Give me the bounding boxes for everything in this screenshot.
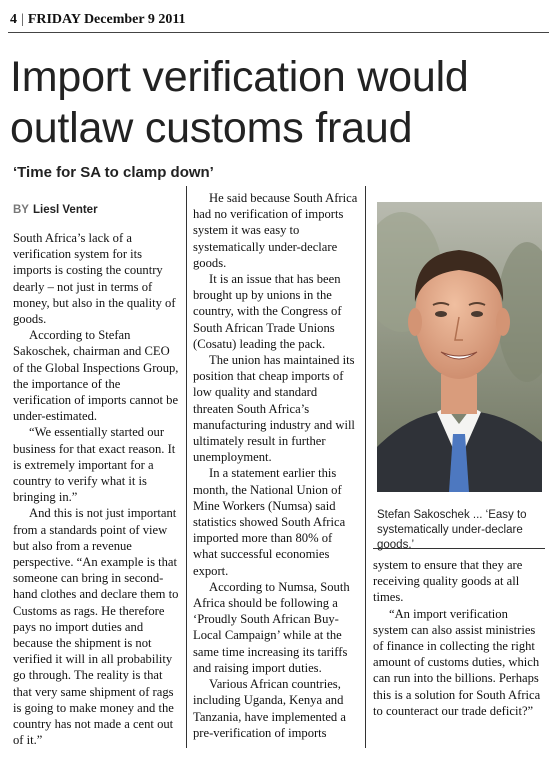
folio-separator: |	[21, 12, 24, 27]
header-rule	[8, 32, 549, 33]
paragraph: In a statement earlier this month, the National Union of Mine Workers (Numsa) said statistics showed South Africa imported more than 80% of what successful economies export.	[193, 466, 346, 578]
page-number: 4	[10, 12, 17, 27]
photo-caption: Stefan Sakoschek ... ‘Easy to systematically under-declare goods.’	[377, 509, 527, 551]
paragraph: According to Stefan Sakoschek, chairman and CEO of the Global Inspections Group, the importance of the verification of imports cannot be under-estimated.	[13, 328, 179, 424]
article-column-1	[13, 230, 181, 749]
headline: Import verification would outlaw customs fraud	[10, 53, 469, 152]
issue-date: FRIDAY December 9 2011	[27, 12, 186, 27]
article-column-2	[193, 190, 358, 741]
column-divider	[365, 186, 366, 748]
paragraph: Various African countries, including Uganda, Kenya and Tanzania, have implemented a pre-verification of imports	[193, 677, 346, 740]
paragraph: “We essentially started our business for that exact reason. It is extremely important for a country to verify what it is bringing in.”	[13, 425, 176, 505]
paragraph: system to ensure that they are receiving quality goods at all times.	[373, 558, 523, 605]
paragraph: He said because South Africa had no verification of imports system it was easy to systematically under-declare goods.	[193, 191, 358, 270]
portrait-photo	[377, 202, 542, 492]
article-column-3	[373, 557, 545, 719]
paragraph: South Africa’s lack of a verification system for its imports is costing the country dearly – not just in terms of money, but also in the quality of goods.	[13, 231, 176, 327]
paragraph: The union has maintained its position that cheap imports of low quality and standard threaten South Africa’s manufacturing industry and will ultimately result in further unemployment.	[193, 353, 355, 465]
byline	[13, 204, 98, 216]
paragraph: “An import verification system can also assist ministries of finance in collecting the right amount of customs duties, which can run into the billions. Perhaps this is a solution for South Africa to counteract our trade deficit?”	[373, 606, 541, 718]
byline-prefix: BY	[13, 204, 29, 216]
standfirst: ‘Time for SA to clamp down’	[13, 164, 214, 181]
page-folio	[10, 12, 186, 28]
caption-rule	[373, 548, 545, 549]
paragraph: According to Numsa, South Africa should be following a ‘Proudly South African Buy-Local Campaign’ while at the same time increasing its tariffs and raising import duties.	[193, 579, 350, 675]
paragraph: It is an issue that has been brought up by unions in the country, with the Congress of South African Trade Unions (Cosatu) leading the pack.	[193, 272, 342, 351]
paragraph: And this is not just important from a standards point of view but also from a revenue perspective. “An example is that someone can bring in second-hand clothes and declare them to Customs as rags. He therefore pays no import duties and because the shipment is not verified it will in all probability go through. The reality is that that very same shipment of rags is going to make money and the country has not made a cent out of it.”	[13, 506, 179, 748]
author-name: Liesl Venter	[32, 204, 98, 216]
column-divider	[186, 186, 187, 748]
